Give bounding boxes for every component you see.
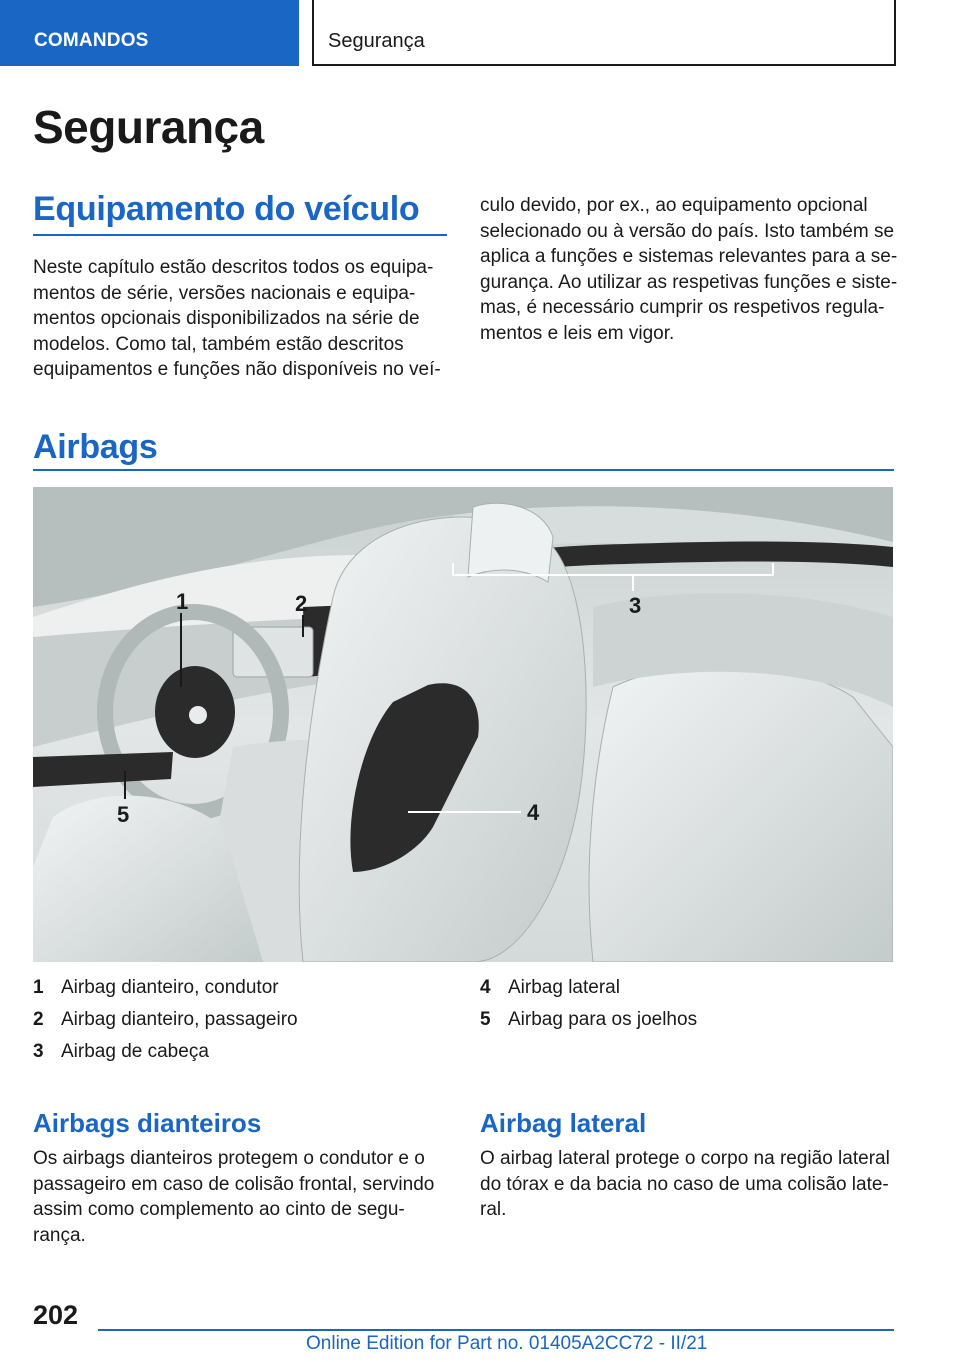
legend-item: 4 Airbag lateral	[480, 977, 620, 998]
edition-text[interactable]: Online Edition for Part no. 01405A2CC72 - II/21	[306, 1333, 708, 1354]
airbags-heading: Airbags	[33, 428, 158, 466]
airbags-heading-rule	[33, 469, 894, 471]
legend-item: 3 Airbag de cabeça	[33, 1041, 209, 1062]
front-airbags-text: Os airbags dianteiros protegem o condutor e o passageiro em caso de colisão frontal, servindo assim como complemento ao cinto de segu- rança.	[33, 1148, 435, 1246]
airbags-figure	[33, 487, 893, 962]
topic-tab[interactable]: Segurança	[312, 0, 896, 66]
callout-2: 2	[295, 591, 308, 616]
callout-5: 5	[117, 802, 130, 827]
equipment-text-right: culo devido, por ex., ao equipamento opcional selecionado ou à versão do país. Isto também se aplica a funções e sistemas relevantes para a se- gurança. Ao utilizar as respetivas funções e siste- mas, é necessário cumprir os respetivos regula- mentos e leis em vigor.	[480, 195, 898, 344]
page-title: Segurança	[33, 101, 264, 153]
callout-1: 1	[176, 589, 189, 614]
side-airbag-heading: Airbag lateral	[480, 1108, 647, 1138]
legend-item: 1 Airbag dianteiro, condutor	[33, 977, 279, 998]
equipment-heading-rule	[33, 234, 447, 236]
equipment-text-left: Neste capítulo estão descritos todos os equipa- mentos de série, versões nacionais e equipa- mentos opcionais disponibilizados na série de modelos. Como tal, também estão descritos equipamentos e funções não disponíveis no veí-	[33, 257, 441, 380]
legend-item: 2 Airbag dianteiro, passageiro	[33, 1009, 298, 1030]
side-airbag-text: O airbag lateral protege o corpo na região lateral do tórax e da bacia no caso de uma colisão late- ral.	[480, 1148, 890, 1220]
equipment-heading: Equipamento do veículo	[33, 190, 420, 228]
figure-legend-left	[33, 972, 453, 1068]
footer-rule	[98, 1329, 894, 1331]
callout-4: 4	[527, 800, 540, 825]
page-number: 202	[33, 1300, 79, 1330]
callout-3: 3	[629, 593, 642, 618]
section-tab[interactable]: COMANDOS	[0, 0, 299, 66]
figure-legend-right	[480, 972, 900, 1036]
front-airbags-heading: Airbags dianteiros	[33, 1108, 262, 1138]
legend-item: 5 Airbag para os joelhos	[480, 1009, 698, 1030]
car-interior-illustration	[33, 487, 893, 962]
